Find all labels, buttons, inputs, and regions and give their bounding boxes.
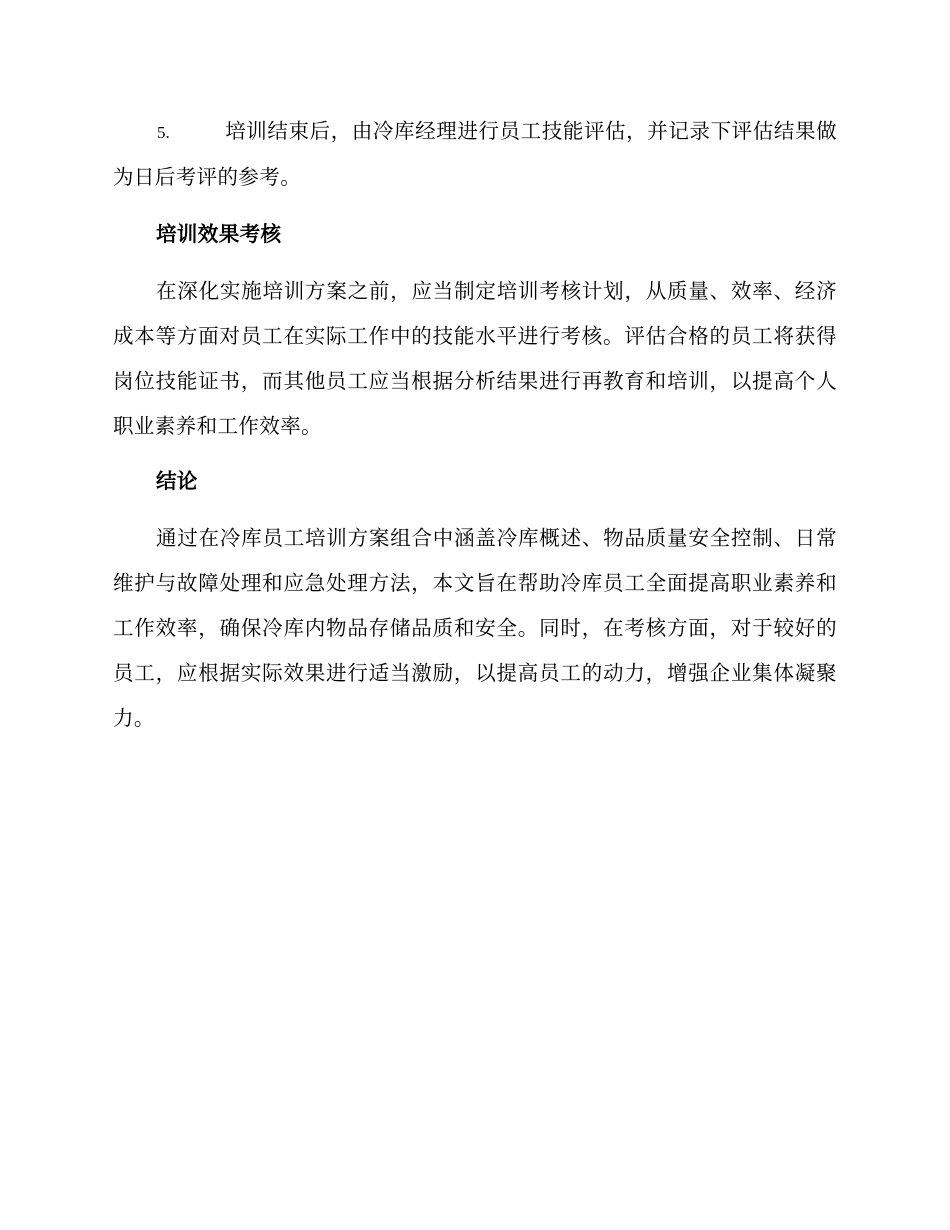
document-body (113, 109, 837, 741)
paragraph-conclusion: 通过在冷库员工培训方案组合中涵盖冷库概述、物品质量安全控制、日常维护与故障处理和应急处理方法，本文旨在帮助冷库员工全面提高职业素养和工作效率，确保冷库内物品存储品质和安全。同时，在考核方面，对于较好的员工，应根据实际效果进行适当激励，以提高员工的动力，增强企业集体凝聚力。 (113, 526, 837, 730)
list-item-text: 培训结束后，由冷库经理进行员工技能评估，并记录下评估结果做为日后考评的参考。 (113, 119, 837, 189)
section-heading-assessment: 培训效果考核 (156, 222, 282, 246)
section-heading-conclusion: 结论 (156, 469, 198, 493)
list-item-number: 5. (157, 123, 170, 142)
paragraph-assessment: 在深化实施培训方案之前，应当制定培训考核计划，从质量、效率、经济成本等方面对员工在实际工作中的技能水平进行考核。评估合格的员工将获得岗位技能证书，而其他员工应当根据分析结果进行再教育和培训，以提高个人职业素养和工作效率。 (113, 279, 837, 438)
list-item-5 (113, 109, 837, 200)
